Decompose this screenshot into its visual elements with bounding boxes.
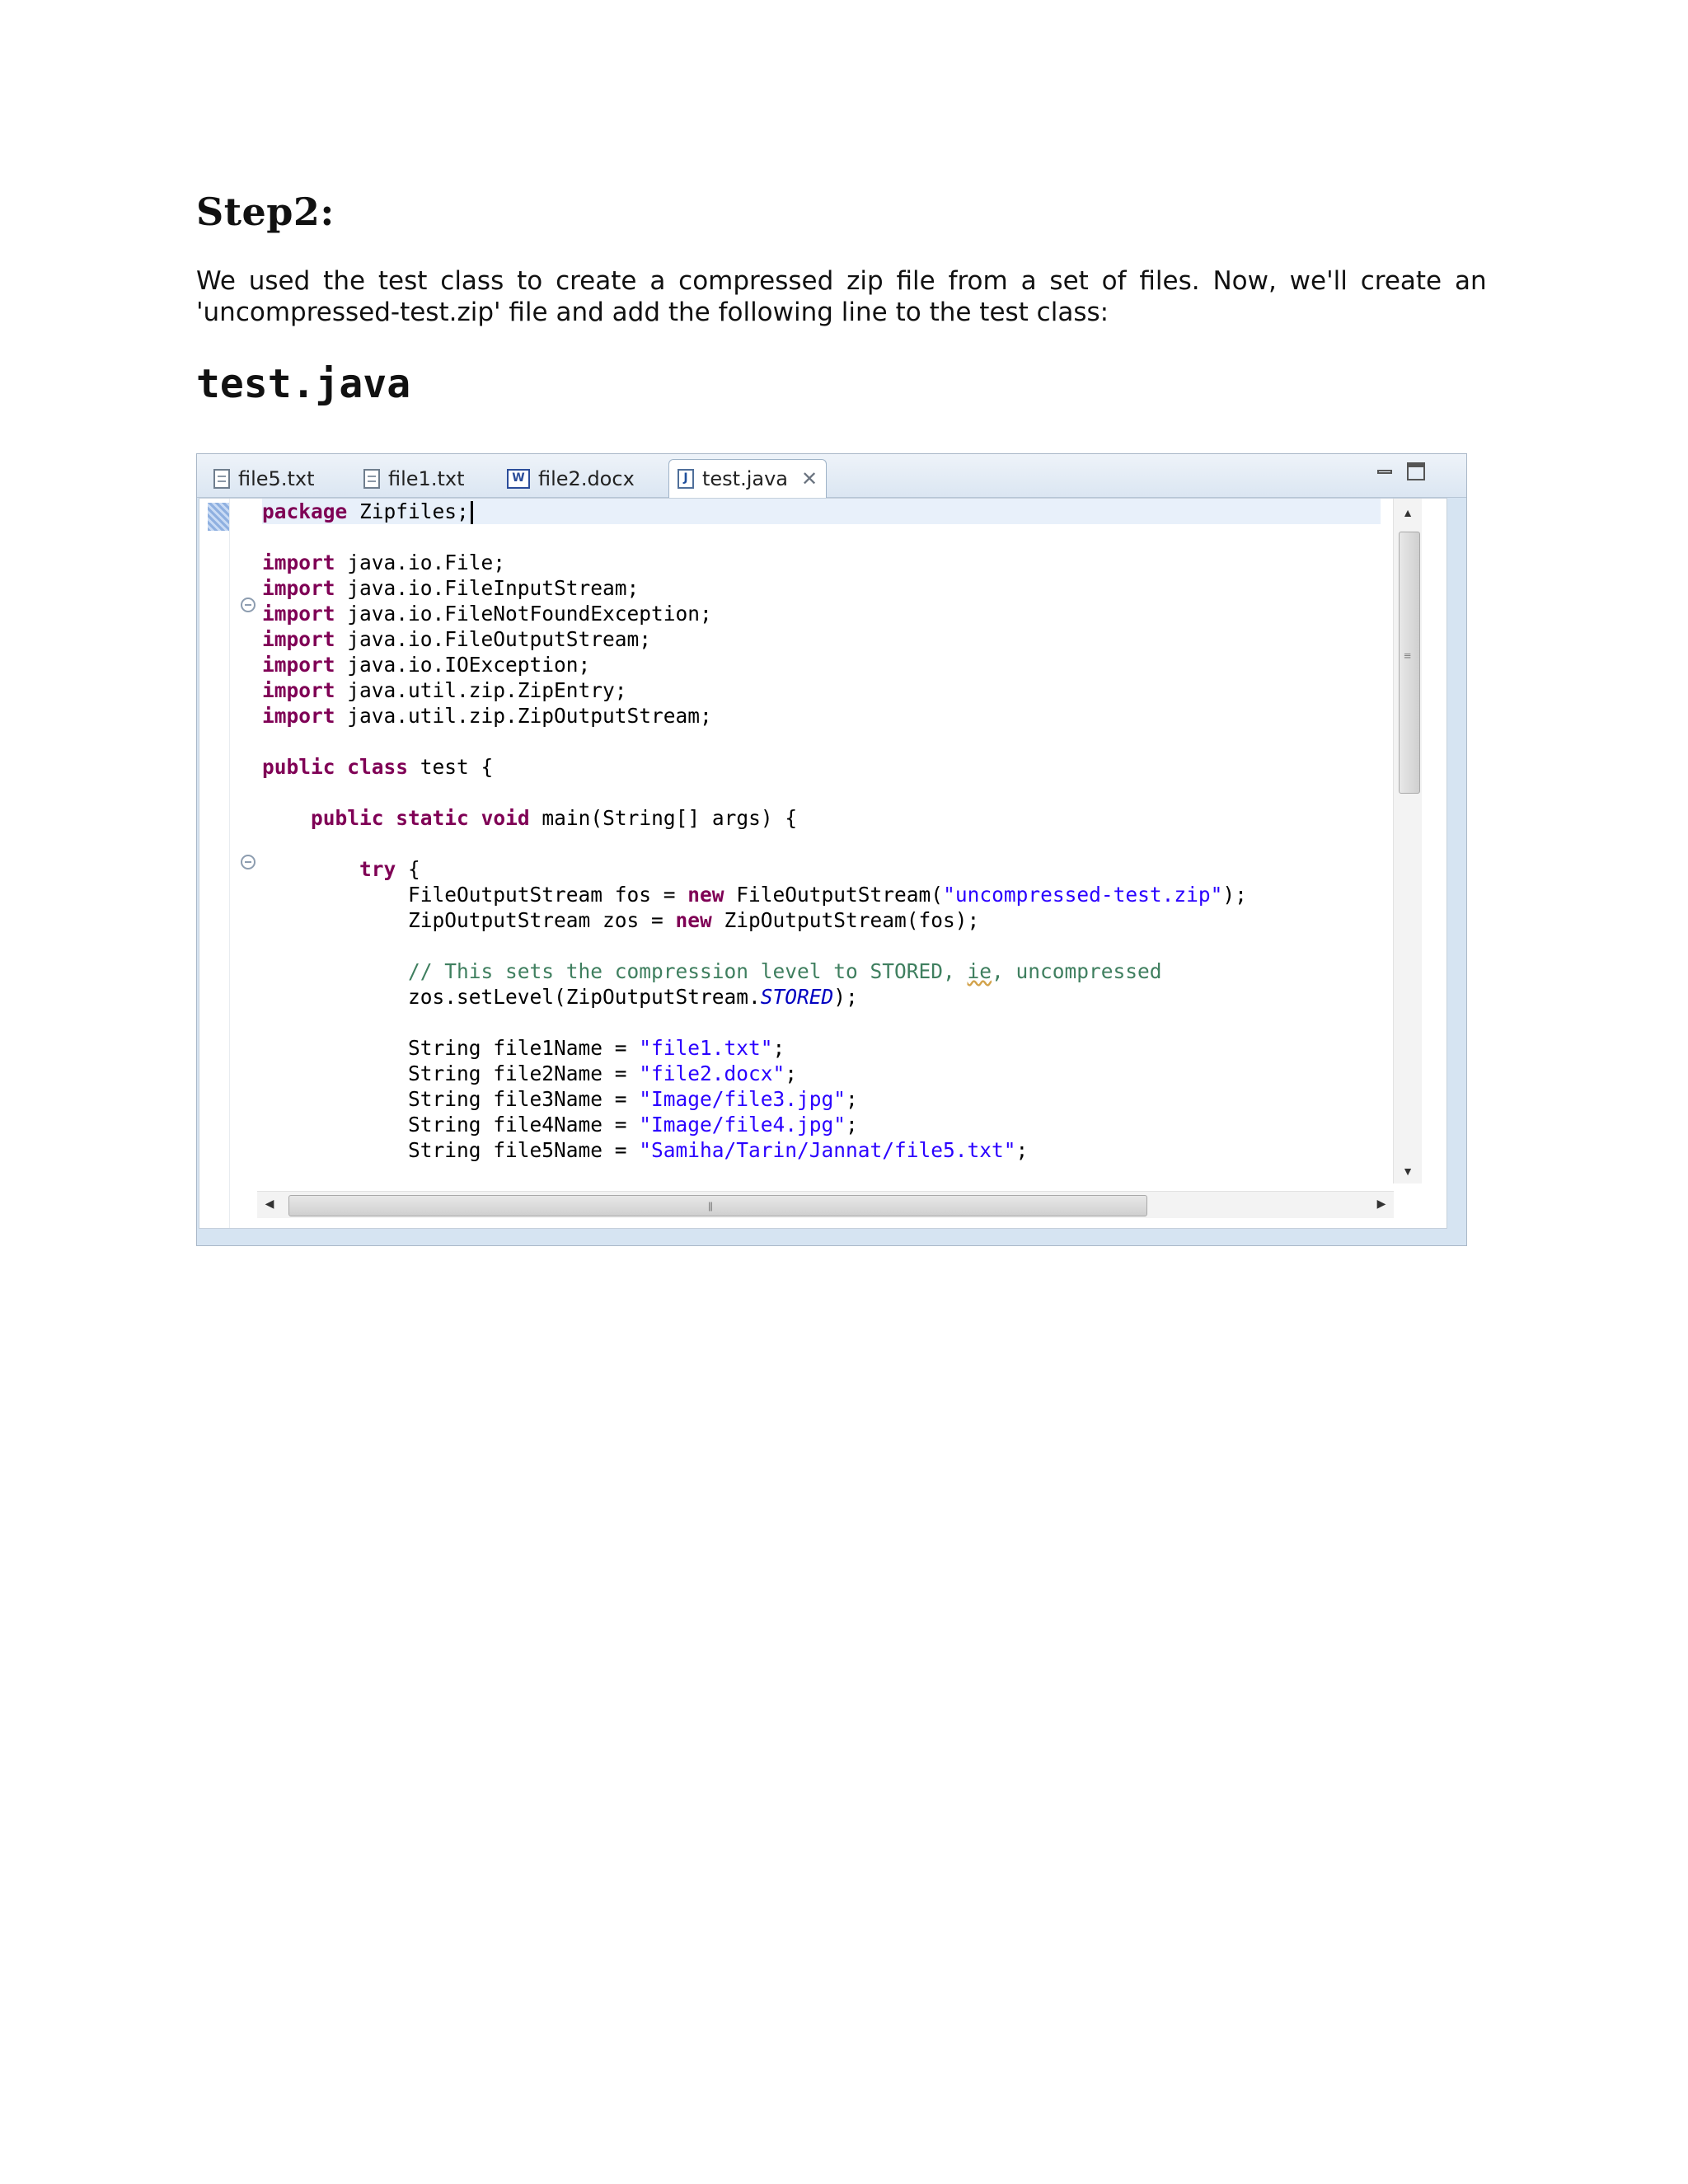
- intro-paragraph: [196, 265, 1487, 328]
- code-line: public class test {: [262, 755, 494, 779]
- code-line: [262, 933, 1381, 958]
- code-line: import java.io.FileInputStream;: [262, 576, 640, 600]
- code-line: [262, 780, 1381, 805]
- vertical-scrollbar[interactable]: [1393, 499, 1422, 1183]
- java-file-icon: J: [678, 469, 694, 489]
- intro-line-2: 'uncompressed-test.zip' file and add the following line to the test class:: [196, 298, 1109, 327]
- code-line: import java.io.FileOutputStream;: [262, 627, 652, 651]
- text-caret: [471, 501, 473, 524]
- minimize-icon[interactable]: [1376, 462, 1394, 480]
- vertical-scroll-thumb[interactable]: [1399, 532, 1420, 794]
- fold-collapse-icon[interactable]: [241, 598, 256, 612]
- code-editor[interactable]: [199, 498, 1447, 1229]
- code-line: import java.io.FileNotFoundException;: [262, 602, 712, 626]
- code-line: String file3Name = "Image/file3.jpg";: [408, 1087, 858, 1111]
- code-line: ZipOutputStream zos = new ZipOutputStream(fos);: [408, 908, 980, 932]
- tab-file2-docx[interactable]: [499, 461, 643, 497]
- tab-test-java[interactable]: [668, 459, 827, 498]
- tab-label: file2.docx: [538, 467, 635, 490]
- tab-file1-txt[interactable]: [355, 461, 472, 497]
- tab-label: file1.txt: [388, 467, 465, 490]
- code-line: FileOutputStream fos = new FileOutputStream("uncompressed-test.zip");: [408, 883, 1247, 907]
- tab-label: test.java: [702, 467, 789, 490]
- file-subheading: test.java: [196, 361, 411, 407]
- intro-line-1: We used the test class to create a compressed zip file from a set of files. Now, we'll create an: [196, 266, 1487, 296]
- java-source[interactable]: [262, 499, 1381, 1183]
- current-line-marker-icon: [208, 503, 229, 531]
- text-file-icon: [363, 469, 380, 489]
- code-line: public static void main(String[] args) {: [311, 806, 798, 830]
- horizontal-scroll-thumb[interactable]: [288, 1195, 1147, 1216]
- code-line: // This sets the compression level to STORED, ie, uncompressed: [408, 959, 1162, 983]
- code-line: String file5Name = "Samiha/Tarin/Jannat/file5.txt";: [408, 1138, 1029, 1162]
- code-line: [262, 831, 1381, 856]
- horizontal-scrollbar[interactable]: [257, 1191, 1394, 1218]
- code-line: String file4Name = "Image/file4.jpg";: [408, 1113, 858, 1137]
- tab-label: file5.txt: [238, 467, 315, 490]
- code-line: zos.setLevel(ZipOutputStream.STORED);: [408, 985, 858, 1009]
- code-line: import java.io.File;: [262, 551, 506, 574]
- close-tab-icon[interactable]: ✕: [801, 467, 818, 490]
- tab-file5-txt[interactable]: [205, 461, 322, 497]
- code-line: [262, 729, 1381, 754]
- code-line: String file2Name = "file2.docx";: [408, 1062, 798, 1085]
- scroll-up-arrow-icon[interactable]: ▲: [1402, 508, 1414, 520]
- annotation-ruler: [199, 499, 230, 1228]
- code-line: import java.util.zip.ZipEntry;: [262, 678, 627, 702]
- scroll-left-arrow-icon[interactable]: ◀: [265, 1198, 274, 1211]
- text-file-icon: [213, 469, 230, 489]
- code-line: try {: [359, 857, 420, 881]
- code-line: [262, 524, 1381, 550]
- scroll-right-arrow-icon[interactable]: ▶: [1376, 1198, 1386, 1211]
- editor-tab-bar: [197, 454, 1466, 498]
- step-heading: Step2:: [196, 190, 335, 234]
- fold-collapse-icon[interactable]: [241, 855, 256, 869]
- code-line: package Zipfiles;: [262, 499, 1381, 524]
- scroll-down-arrow-icon[interactable]: ▼: [1402, 1166, 1414, 1179]
- code-line: import java.util.zip.ZipOutputStream;: [262, 704, 712, 728]
- word-doc-icon: W: [507, 469, 530, 489]
- maximize-icon[interactable]: [1407, 462, 1425, 480]
- code-line: import java.io.IOException;: [262, 653, 591, 677]
- code-line: String file1Name = "file1.txt";: [408, 1036, 785, 1060]
- code-line: [262, 1010, 1381, 1035]
- ide-screenshot: [196, 453, 1467, 1246]
